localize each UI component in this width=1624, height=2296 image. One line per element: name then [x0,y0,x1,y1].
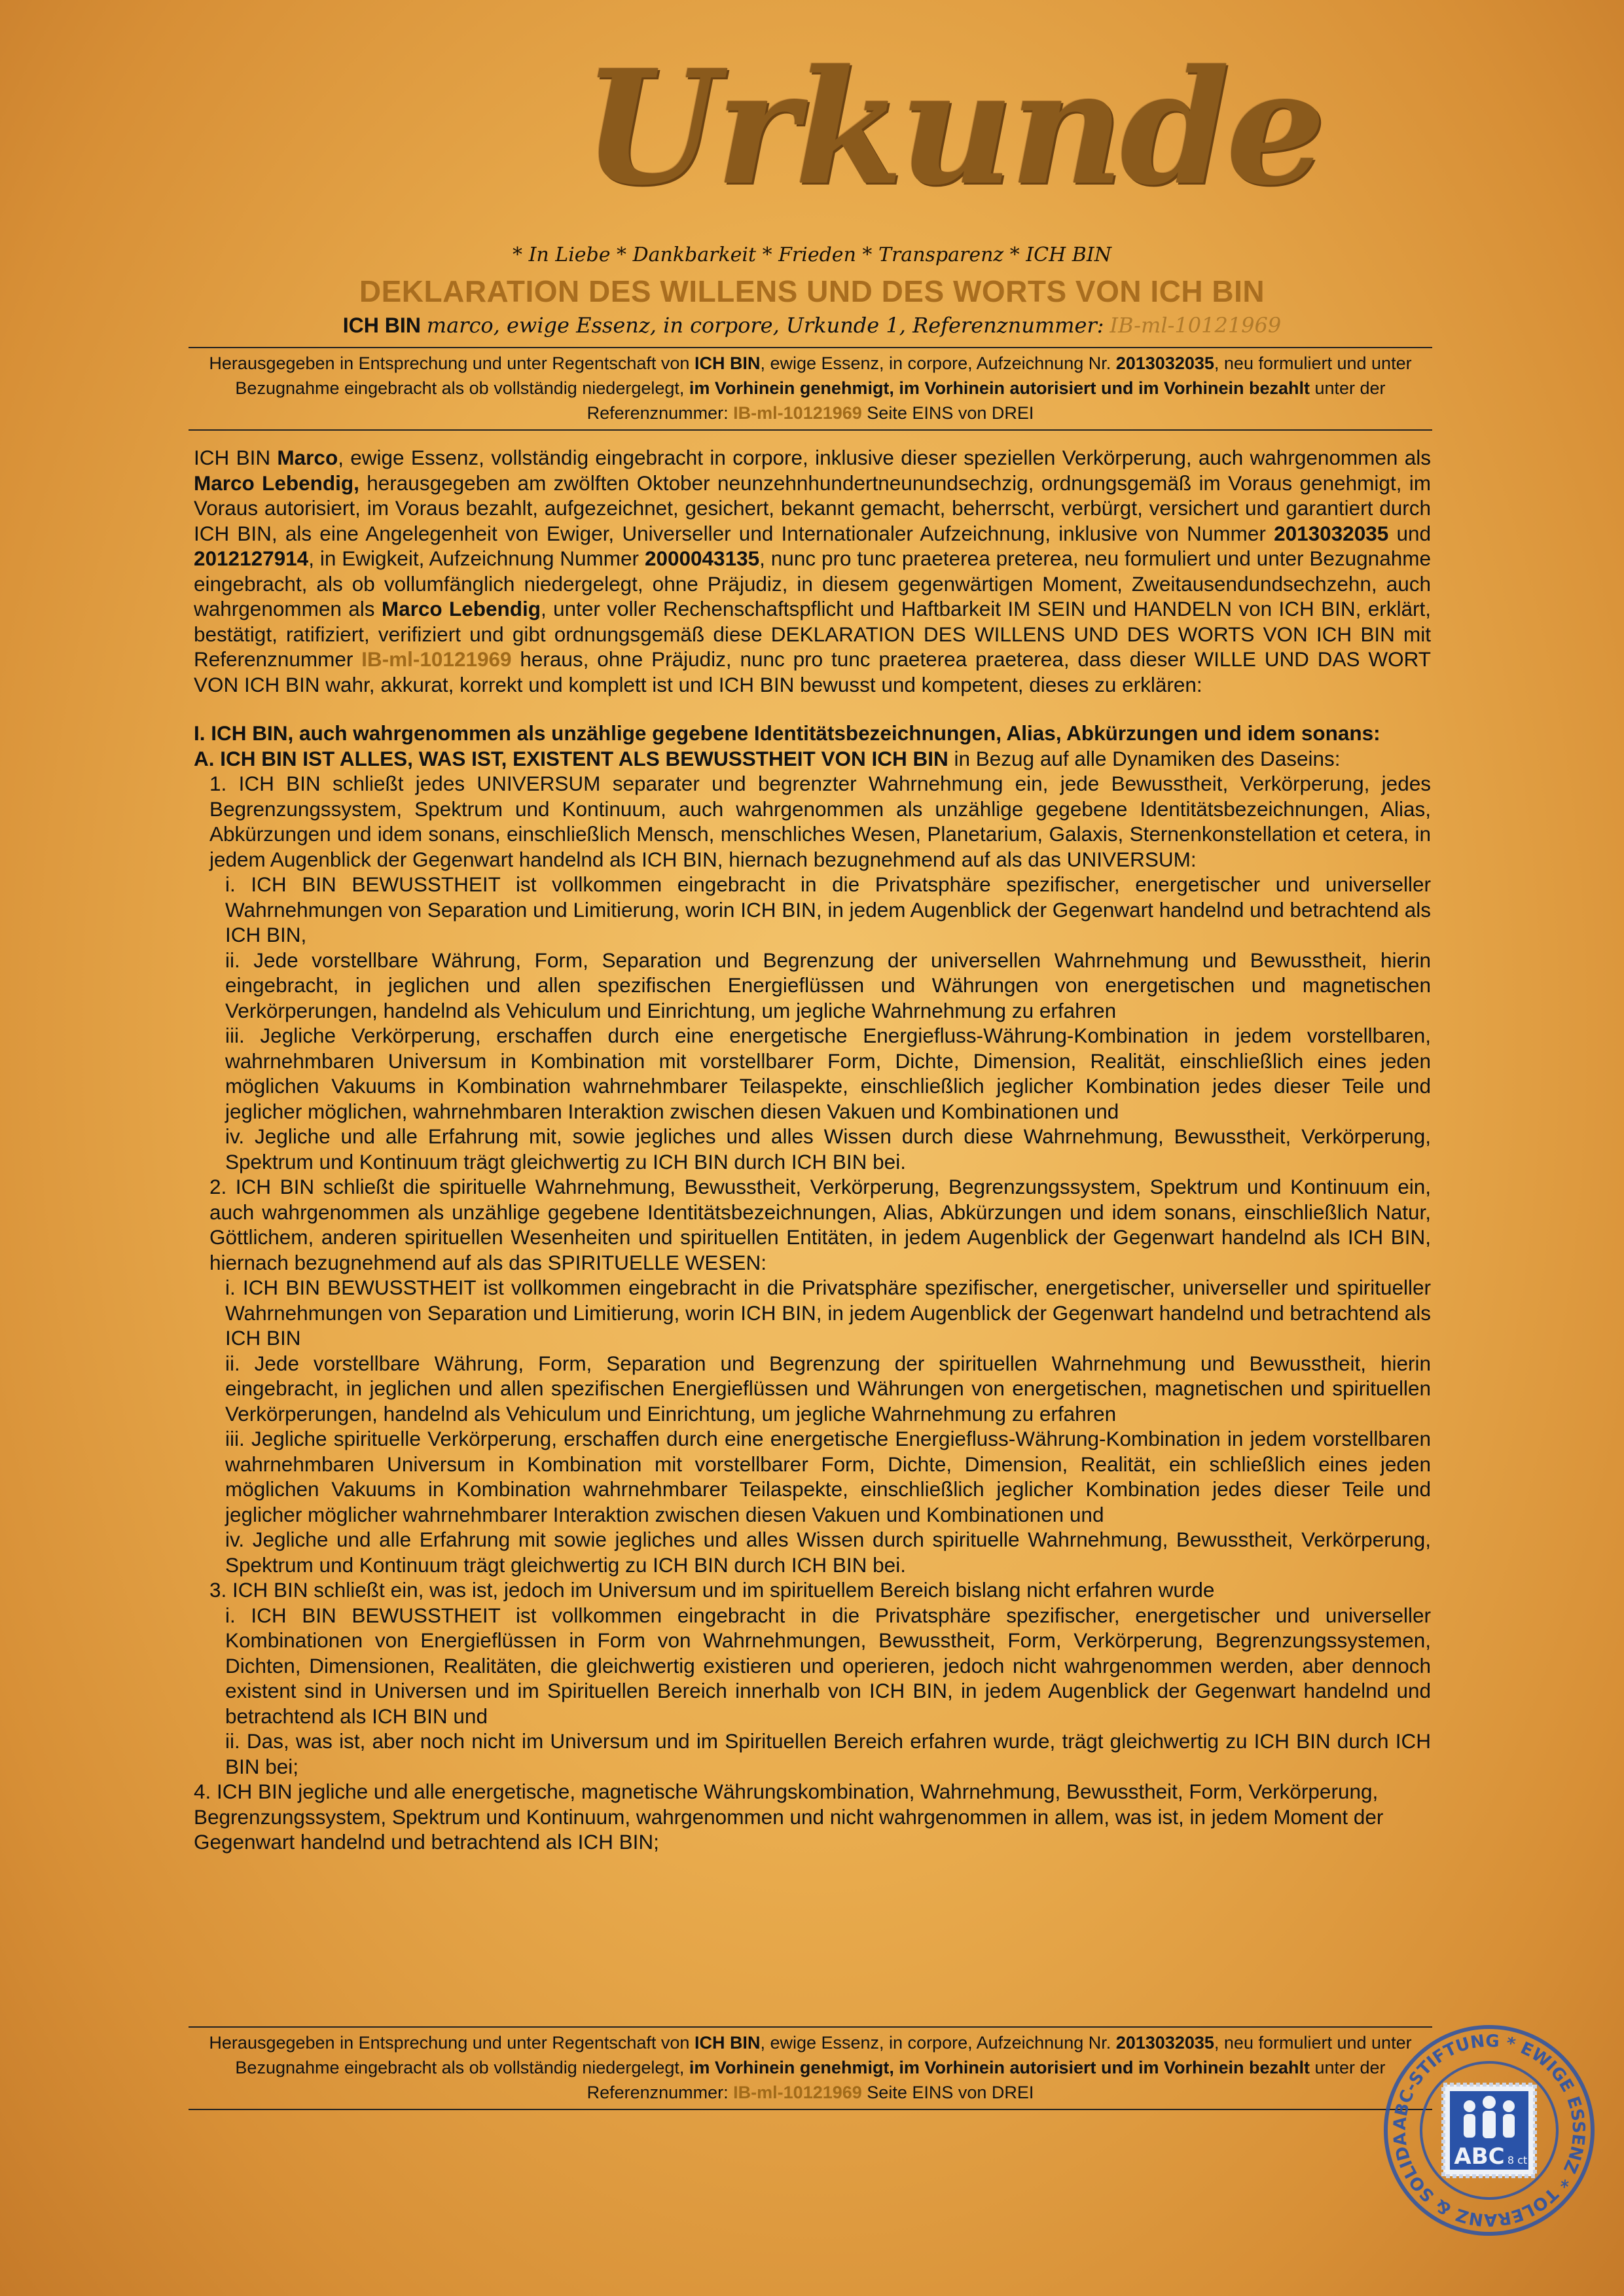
svg-text:ABC: ABC [1454,2144,1505,2170]
clause-item: iv. Jegliche und alle Erfahrung mit sowie jegliches und alles Wissen durch spirituelle Wahrnehmung, Bewusstheit, Verkörperung, Spektrum und Kontinuum trägt gleichwertig zu ICH BIN durch ICH BIN bei. [225,1528,1431,1577]
svg-text:ABC-STIFTUNG * EWIGE ESSENZ *: ABC-STIFTUNG * EWIGE ESSENZ * TOLERANZ & SOLIDA [1390,2031,1589,2230]
intro-paragraph: ICH BIN Marco, ewige Essenz, vollständig eingebracht in corpore, inklusive dieser speziellen Verkörperung, auch wahrgenommen als Marco Lebendig, herausgegeben am zwölften Oktober neunzehnhundertneunundsechzig, ordnungsgemäß im Voraus genehmigt, im Voraus autorisiert, im Voraus bezahlt, aufgezeichnet, gesichert, bekannt gemacht, beherrscht, verbürgt, versichert und garantiert durch ICH BIN, als eine Angelegenheit von Ewiger, Universeller und Internationaler Aufzeichnung, inklusive von Nummer 2013032035 und 2012127914, in Ewigkeit, Aufzeichnung Nummer 2000043135, nunc pro tunc praeterea preterea, neu formuliert und unter Bezugnahme eingebracht, als ob vollumfänglich niedergelegt, ohne Präjudiz, in diesem gegenwärtigen Moment, Zweitausendundsechzehn, auch wahrgenommen als Marco Lebendig, unter voller Rechenschaftspflicht und Haftbarkeit IM SEIN und HANDELN von ICH BIN, erklärt, bestätigt, ratifiziert, verifiziert und gibt ordnungsgemäß diese DEKLARATION DES WILLENS UND DES WORTS VON ICH BIN mit Referenznummer IB-ml-10121969 heraus, ohne Präjudiz, nunc pro tunc praeterea praeterea, dass dieser WILLE UND DAS WORT VON ICH BIN wahr, akkurat, korrekt und komplett ist und ICH BIN bewusst und kompetent, dieses zu erklären: [194,446,1432,696]
clause-item: iii. Jegliche Verkörperung, erschaffen durch eine energetische Energiefluss-Währung-Kombination in jedem vorstellbaren, wahrnehmbaren Universum in Kombination mit vorstellbarer Form, Dichte, Dimension, Realität, einschließlich eines jeden möglichen Vakuums in Kombination wahrnehmbarer Teilaspekte, einschließlich jeglicher Kombination jedes dieser Teile und jeglicher möglichen, wahrnehmbaren Interaktion zwischen diesen Vakuen und Kombinationen und [225,1024,1431,1123]
section-heading: I. ICH BIN, auch wahrgenommen als unzählige gegebene Identitätsbezeichnungen, Alias, Abkürzungen und idem sonans: [194,721,1380,745]
document-title: DEKLARATION DES WILLENS UND DES WORTS VON ICH BIN [359,274,1265,308]
clause-item: iii. Jegliche spirituelle Verkörperung, erschaffen durch eine energetische Energiefluss-Währung-Kombination in jedem vorstellbaren wahrnehmbaren Universum in Kombination mit vorstellbarer Form, Dichte, Dimension, Realität, ein schließlich eines jeden möglichen Vakuums in Kombination wahrnehmbarer Teilaspekte, einschließlich jeglicher Kombination jedes dieser Teile und jeglicher möglicher wahrnehmbarer Interaktion zwischen diesen Vakuen und Kombinationen und [225,1427,1431,1526]
clause-item: iv. Jegliche und alle Erfahrung mit, sowie jegliches und alles Wissen durch diese Wahrnehmung, Bewusstheit, Verkörperung, Spektrum und Kontinuum trägt gleichwertig zu ICH BIN durch ICH BIN bei. [225,1124,1431,1174]
clause-item: i. ICH BIN BEWUSSTHEIT ist vollkommen eingebracht in die Privatsphäre spezifischer, energetischer, universeller und spiritueller Wahrnehmungen von Separation und Limitierung, worin ICH BIN, in jedem Augenblick der Gegenwart handelnd und betrachtend als ICH BIN [225,1276,1431,1350]
seal-icon [1381,2022,1597,2238]
clause-item: i. ICH BIN BEWUSSTHEIT ist vollkommen eingebracht in die Privatsphäre spezifischer, energetischer und universeller Kombinationen von Energieflüssen in Form von Wahrnehmungen, Bewusstheit, Form, Verkörperung, Begrenzungssystemen, Dichten, Dimensionen, Realitäten, die gleichwertig existieren und operieren, jedoch nicht wahrgenommen werden, aber dennoch existent sind in Universen und im Spirituellen Bereich innerhalb von ICH BIN, in jedem Augenblick der Gegenwart handelnd und betrachtend als ICH BIN und [225,1603,1431,1728]
clause-item: 3. ICH BIN schließt ein, was ist, jedoch im Universum und im spirituellem Bereich bislang nicht erfahren wurde [209,1578,1215,1602]
clause-item: ii. Jede vorstellbare Währung, Form, Separation und Begrenzung der universellen Wahrnehmung und Bewusstheit, hierin eingebracht, in jeglichen und allen spezifischen Energieflüssen und Währungen von energetischen und magnetischen Verkörperungen, handelnd als Vehiculum und Einrichtung, um jegliche Wahrnehmung zu erfahren [225,948,1431,1022]
clause-item: 2. ICH BIN schließt die spirituelle Wahrnehmung, Bewusstheit, Verkörperung, Begrenzungssystem, Spektrum und Kontinuum ein, auch wahrgenommen als unzählige gegebene Identitätsbezeichnungen, Alias, Abkürzungen und idem sonans, einschließlich Natur, Göttlichem, anderen spirituellen Wesenheiten und spirituellen Entitäten, in jedem Augenblick der Gegenwart handelnd als ICH BIN, hiernach bezugnehmend auf als das SPIRITUELLE WESEN: [209,1175,1431,1274]
urkunde-logo: Urkunde [583,35,1322,220]
document-subtitle: ICH BIN marco, ewige Essenz, in corpore, Urkunde 1, Referenznummer: IB-ml-10121969 [342,313,1282,338]
clause-item: 4. ICH BIN jegliche und alle energetische, magnetische Währungskombination, Wahrnehmung, Bewusstheit, Form, Verkörperung, Begrenzungssystem, Spektrum und Kontinuum, wahrgenommen und nicht wahrgenommen in allem, was ist, in jedem Moment der Gegenwart handelnd und betrachtend als ICH BIN; [194,1780,1384,1854]
motto-line: * In Liebe * Dankbarkeit * Frieden * Transparenz * ICH BIN [513,243,1111,266]
clause-item: 1. ICH BIN schließt jedes UNIVERSUM separater und begrenzter Wahrnehmung ein, jede Bewusstheit, Verkörperung, jedes Begrenzungssystem, Spektrum und Kontinuum, auch wahrgenommen als unzählige gegebene Identitätsbezeichnungen, Alias, Abkürzungen und idem sonans, einschließlich Mensch, menschliches Wesen, Planetarium, Galaxis, Sternenkonstellation et cetera, in jedem Augenblick der Gegenwart handelnd als ICH BIN, hiernach bezugnehmend auf als das UNIVERSUM: [209,772,1431,871]
clause-item: ii. Jede vorstellbare Währung, Form, Separation und Begrenzung der spirituellen Wahrnehmung und Bewusstheit, hierin eingebracht, in jeglichen und allen spezifischen Energieflüssen und Währungen von energetischen, magnetischen und spirituellen Verkörperungen, handelnd als Vehiculum und Einrichtung, um jegliche Wahrnehmung zu erfahren [225,1351,1431,1426]
document-body [194,445,1431,1855]
clause-item: ii. Das, was ist, aber noch nicht im Universum und im Spirituellen Bereich erfahren wurde, trägt gleichwertig zu ICH BIN durch ICH BIN bei; [225,1729,1431,1778]
foundation-seal-stamp [1381,2022,1597,2238]
issuance-notice-bottom: Herausgegeben in Entsprechung und unter Regentschaft von ICH BIN, ewige Essenz, in corpore, Aufzeichnung Nr. 2013032035, neu formuliert und unter Bezugnahme eingebracht als ob vollständig niedergelegt, im Vorhinein genehmigt, im Vorhinein autorisiert und im Vorhinein bezahlt unter der Referenznummer: IB-ml-10121969 Seite EINS von DREI [189,2026,1432,2110]
subsection-a: A. ICH BIN IST ALLES, WAS IST, EXISTENT ALS BEWUSSTHEIT VON ICH BIN in Bezug auf alle Dynamiken des Daseins: [194,746,1341,770]
clause-item: i. ICH BIN BEWUSSTHEIT ist vollkommen eingebracht in die Privatsphäre spezifischer, energetischer und universeller Wahrnehmungen von Separation und Limitierung, worin ICH BIN, in jedem Augenblick der Gegenwart handelnd und betrachtend als ICH BIN, [225,872,1431,946]
issuance-notice-top: Herausgegeben in Entsprechung und unter Regentschaft von ICH BIN, ewige Essenz, in corpore, Aufzeichnung Nr. 2013032035, neu formuliert und unter Bezugnahme eingebracht als ob vollständig niedergelegt, im Vorhinein genehmigt, im Vorhinein autorisiert und im Vorhinein bezahlt unter der Referenznummer: IB-ml-10121969 Seite EINS von DREI [189,347,1432,431]
svg-text:8 ct: 8 ct [1507,2154,1528,2166]
clause-list [194,771,1431,1855]
